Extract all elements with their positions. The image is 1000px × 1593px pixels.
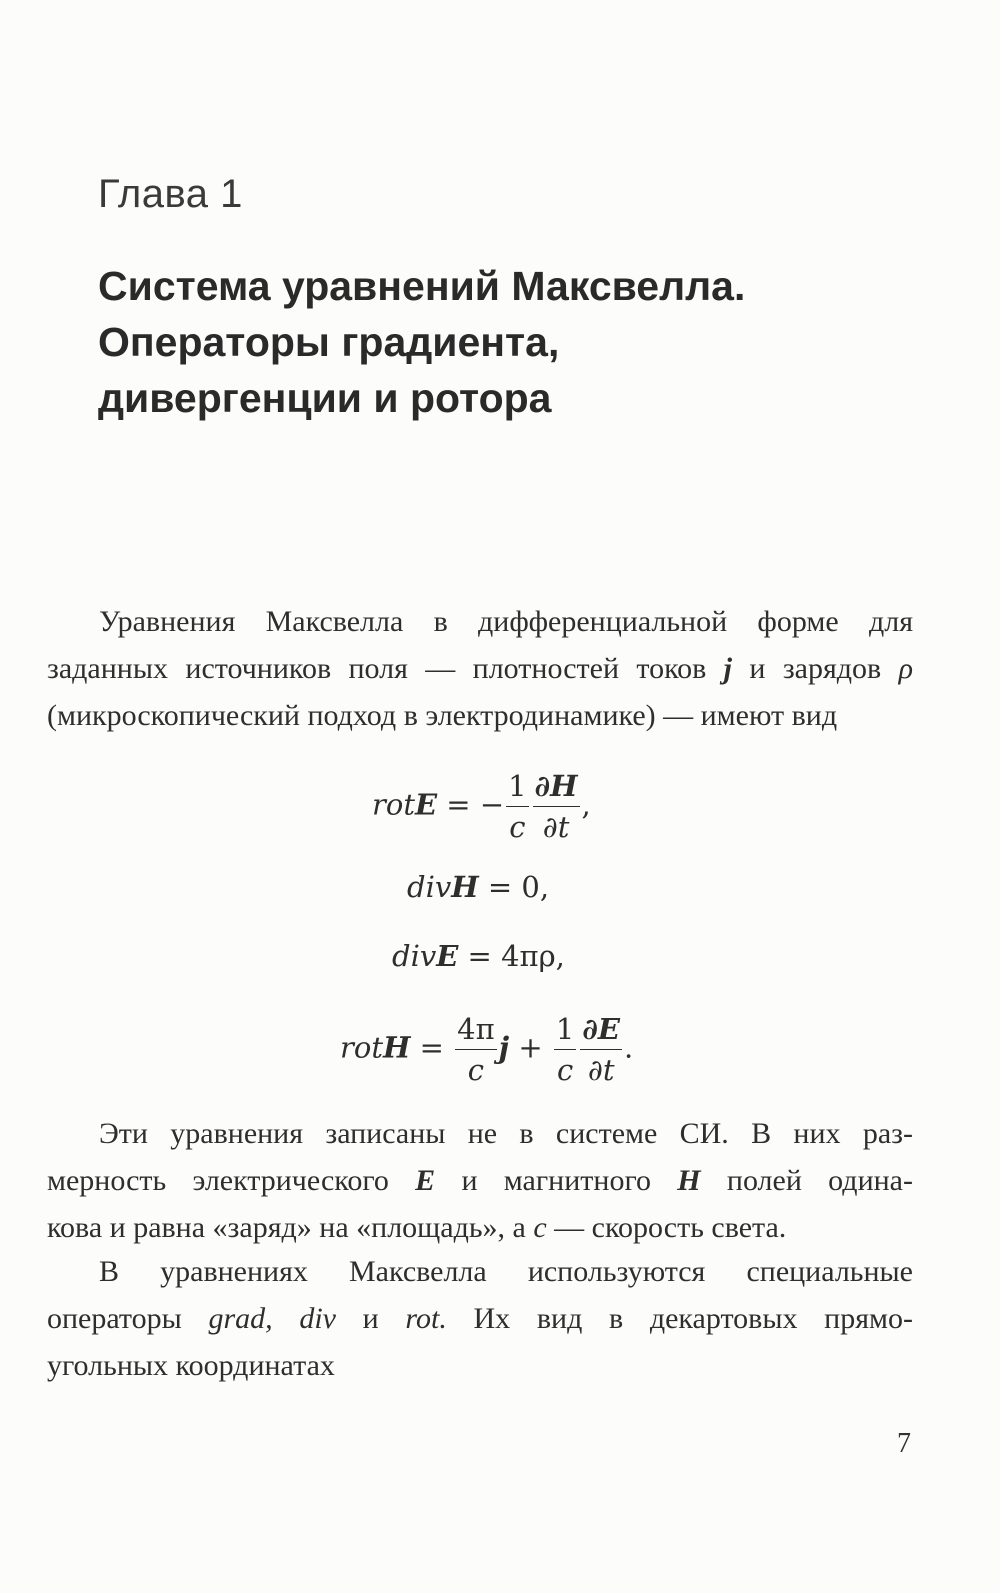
equation-rot-h: rotH = $\frac{4\pi}{c}$ j + $\frac{1}{c}$ $\frac{\partial E}{\partial t}$ . <box>340 1009 633 1090</box>
text-line: мерность электрического E и магнитного H полей одина- <box>47 1164 913 1197</box>
chapter-title-line: Система уравнений Максвелла. <box>98 263 746 309</box>
symbol-j: j <box>723 652 733 685</box>
text-line: Уравнения Максвелла в дифференциальной форме для <box>99 605 913 638</box>
paragraph-intro <box>47 598 913 739</box>
operator-rot: rot. <box>405 1302 447 1335</box>
symbol-c: c <box>533 1211 547 1244</box>
operator-grad: grad, <box>208 1302 273 1335</box>
text-line: кова и равна «заряд» на «площадь», а c — скорость света. <box>47 1211 787 1244</box>
page-number: 7 <box>897 1428 911 1459</box>
equation-div-e: divE = 4πρ, <box>392 939 565 973</box>
symbol-rho: ρ <box>898 652 913 685</box>
fraction: $\frac{1}{c}$ <box>506 766 528 847</box>
fraction: $\frac{1}{c}$ <box>554 1009 576 1090</box>
fraction: $\frac{\partial E}{\partial t}$ <box>580 1009 622 1090</box>
paragraph-units <box>47 1110 913 1251</box>
text-line: (микроскопический подход в электродинамике) — имеют вид <box>47 699 838 732</box>
operator-div: div <box>299 1302 336 1335</box>
fraction: $\frac{4\pi}{c}$ <box>455 1009 497 1090</box>
symbol-h: H <box>677 1164 701 1197</box>
chapter-title-line: Операторы градиента, <box>98 319 560 365</box>
fraction: $\frac{\partial H}{\partial t}$ <box>533 766 580 847</box>
paragraph-operators <box>47 1248 913 1389</box>
equation-div-h: divH = 0, <box>407 870 550 904</box>
equation-rot-e: rotE = − $\frac{1}{c}$ $\frac{\partial H}{\partial t}$ , <box>372 766 591 847</box>
text-line: Эти уравнения записаны не в системе СИ. В них раз- <box>99 1117 913 1150</box>
text-line: угольных координатах <box>47 1349 335 1382</box>
chapter-title-line: дивергенции и ротора <box>98 375 552 421</box>
symbol-e: E <box>415 1164 436 1197</box>
text-line: В уравнениях Максвелла используются специальные <box>99 1255 913 1288</box>
chapter-label: Глава 1 <box>98 172 243 216</box>
text-line: операторы grad, div и rot. Их вид в декартовых прямо- <box>47 1302 914 1335</box>
chapter-title <box>98 258 918 426</box>
text-line: заданных источников поля — плотностей токов j и зарядов ρ <box>47 652 913 685</box>
